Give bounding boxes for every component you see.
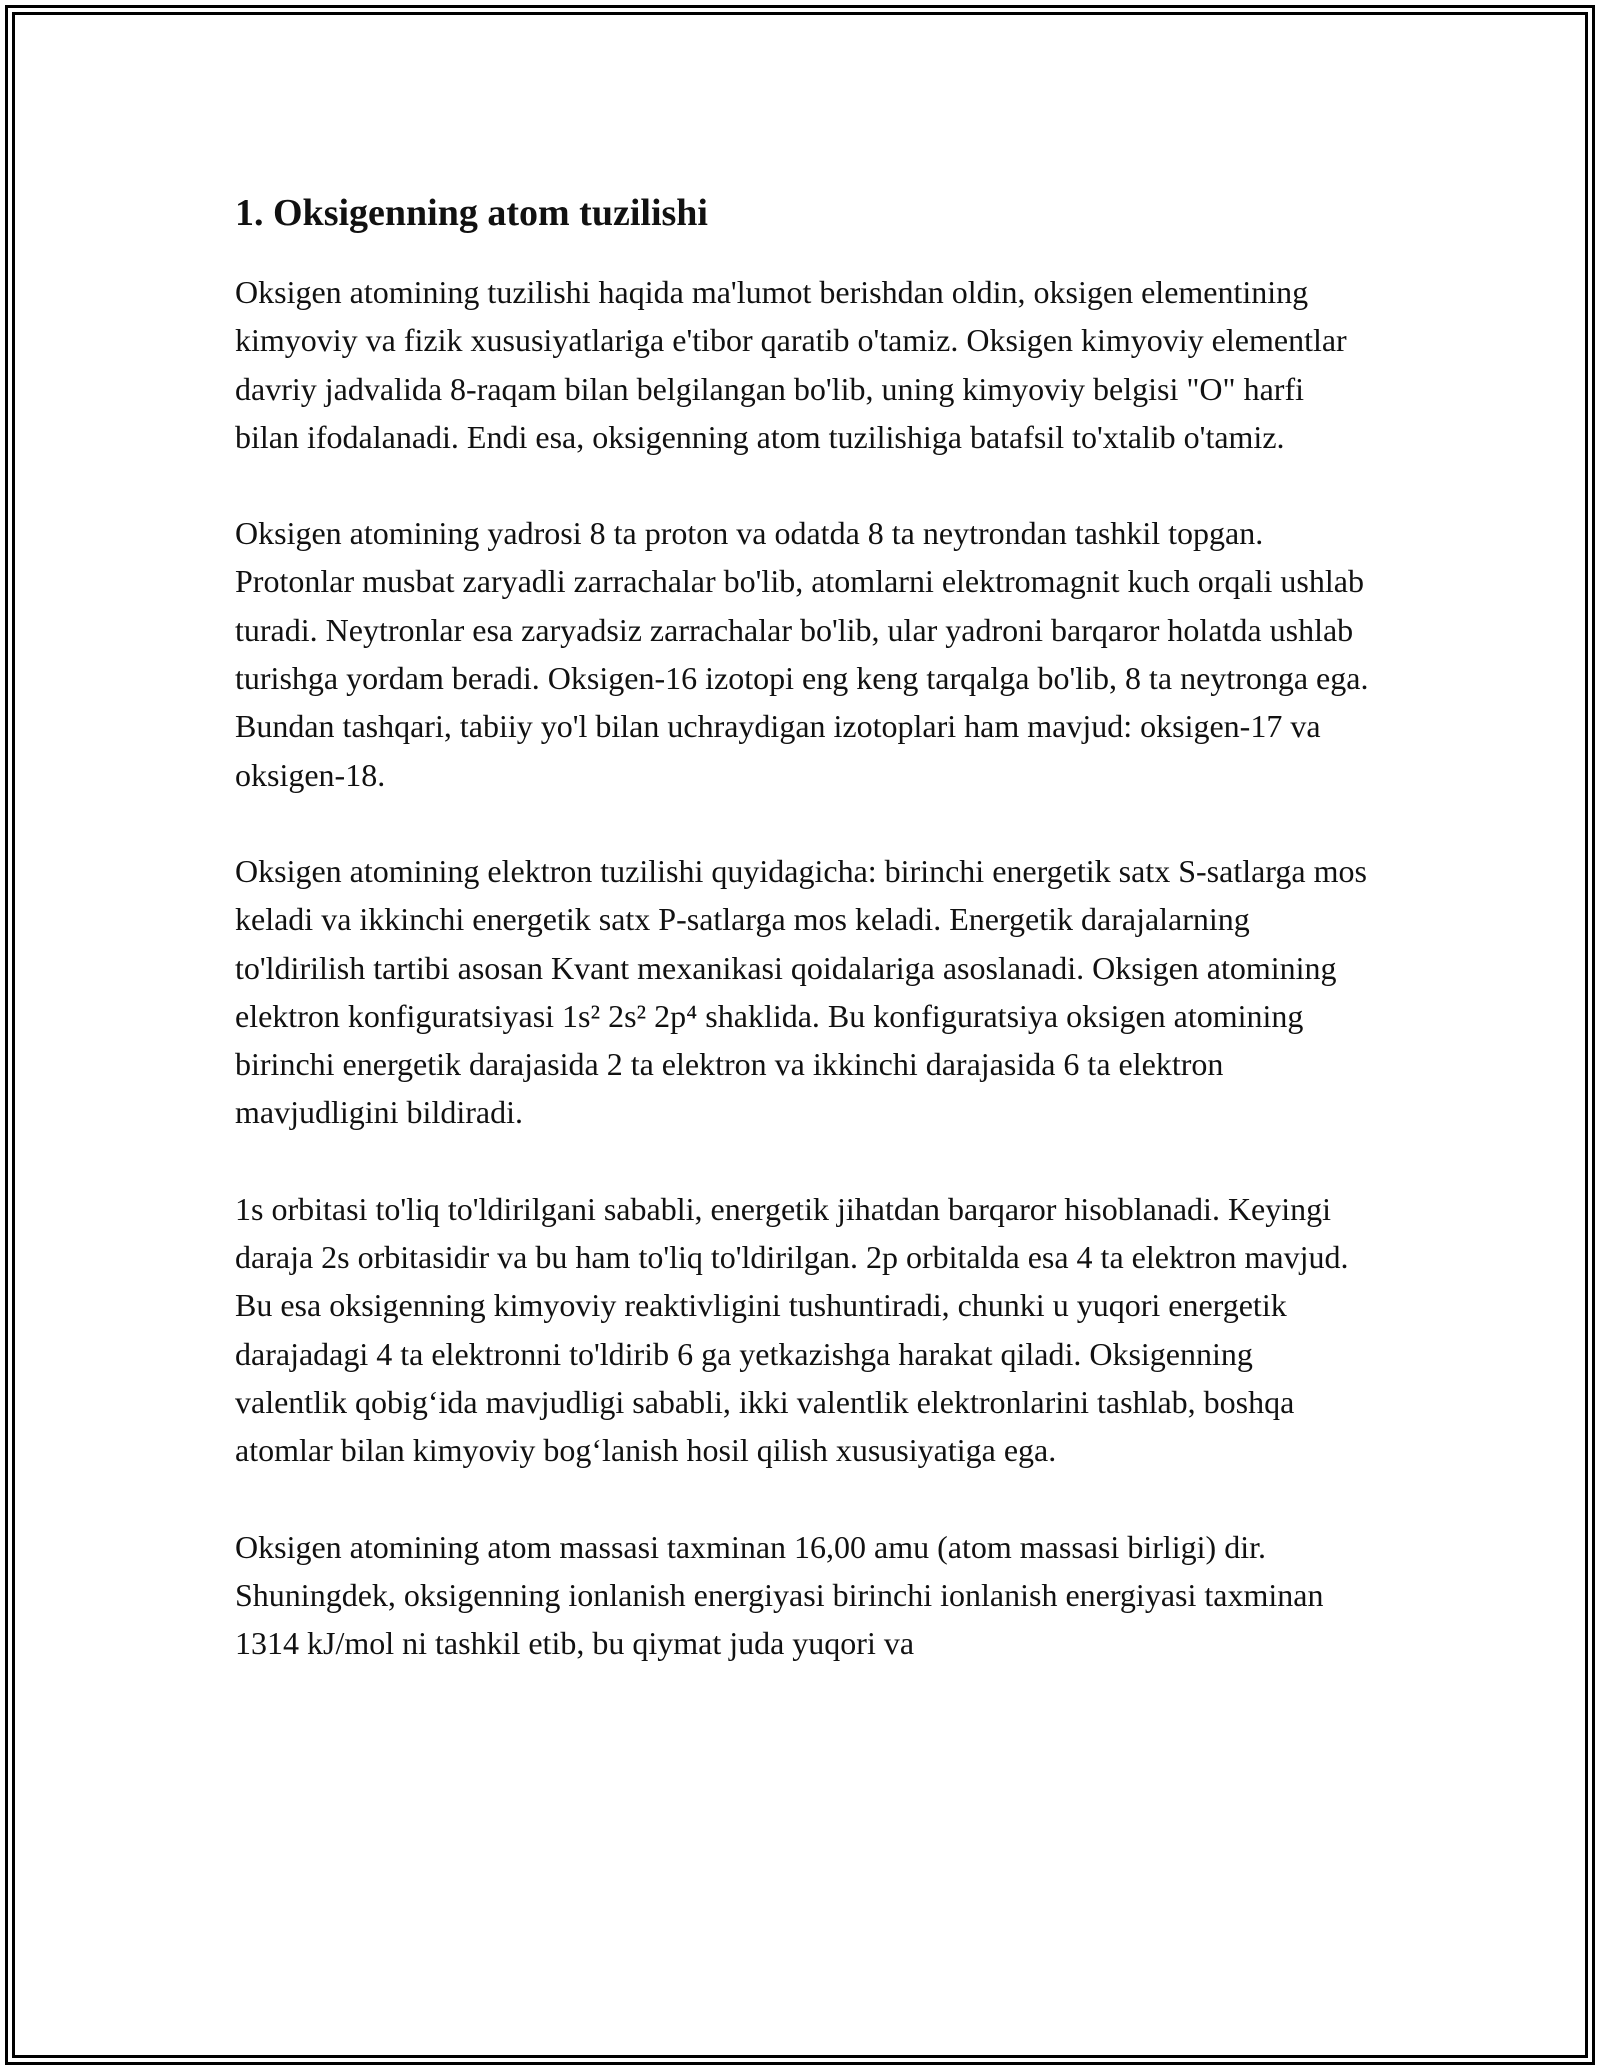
paragraph-nucleus: Oksigen atomining yadrosi 8 ta proton va odatda 8 ta neytrondan tashkil topgan. Protonlar musbat zaryadli zarrachalar bo'lib, atomlarni elektromagnit kuch orqali ushlab turadi. Neytronlar esa zaryadsiz zarrachalar bo'lib, ular yadroni barqaror holatda ushlab turishga yordam beradi. Oksigen-16 izotopi eng keng tarqalga bo'lib, 8 ta neytronga ega. Bundan tashqari, tabiiy yo'l bilan uchraydigan izotoplari ham mavjud: oksigen-17 va oksigen-18.	[235, 515, 1369, 793]
paragraph-electron-structure: Oksigen atomining elektron tuzilishi quyidagicha: birinchi energetik satx S-satlarga mos keladi va ikkinchi energetik satx P-satlarga mos keladi. Energetik darajalarning to'ldirilish tartibi asosan Kvant mexanikasi qoidalariga asoslanadi. Oksigen atomining elektron konfiguratsiyasi 1s² 2s² 2p⁴ shaklida. Bu konfiguratsiya oksigen atomining birinchi energetik darajasida 2 ta elektron va ikkinchi darajasida 6 ta elektron mavjudligini bildiradi.	[235, 852, 1367, 1131]
document-body	[235, 186, 1370, 1715]
paragraph-atomic-mass: Oksigen atomining atom massasi taxminan 16,00 amu (atom massasi birligi) dir. Shuningdek, oksigenning ionlanish energiyasi birinchi ionlanish energiyasi taxminan 1314 kJ/mol ni tashkil etib, bu qiymat juda yuqori va	[235, 1528, 1324, 1662]
paragraph-intro: Oksigen atomining tuzilishi haqida ma'lumot berishdan oldin, oksigen elementining kimyoviy va fizik xususiyatlariga e'tibor qaratib o'tamiz. Oksigen kimyoviy elementlar davriy jadvalida 8-raqam bilan belgilangan bo'lib, uning kimyoviy belgisi "O" harfi bilan ifodalanadi. Endi esa, oksigenning atom tuzilishiga batafsil to'xtalib o'tamiz.	[235, 274, 1347, 455]
paragraph-orbitals: 1s orbitasi to'liq to'ldirilgani sababli, energetik jihatdan barqaror hisoblanadi. Keyingi daraja 2s orbitasidir va bu ham to'liq to'ldirilgan. 2p orbitalda esa 4 ta elektron mavjud. Bu esa oksigenning kimyoviy reaktivligini tushuntiradi, chunki u yuqori energetik darajadagi 4 ta elektronni to'ldirib 6 ga yetkazishga harakat qiladi. Oksigenning valentlik qobig‘ida mavjudligi sababli, ikki valentlik elektronlarini tashlab, boshqa atomlar bilan kimyoviy bog‘lanish hosil qilish xususiyatiga ega.	[235, 1190, 1349, 1469]
section-heading: 1. Oksigenning atom tuzilishi	[235, 192, 708, 234]
